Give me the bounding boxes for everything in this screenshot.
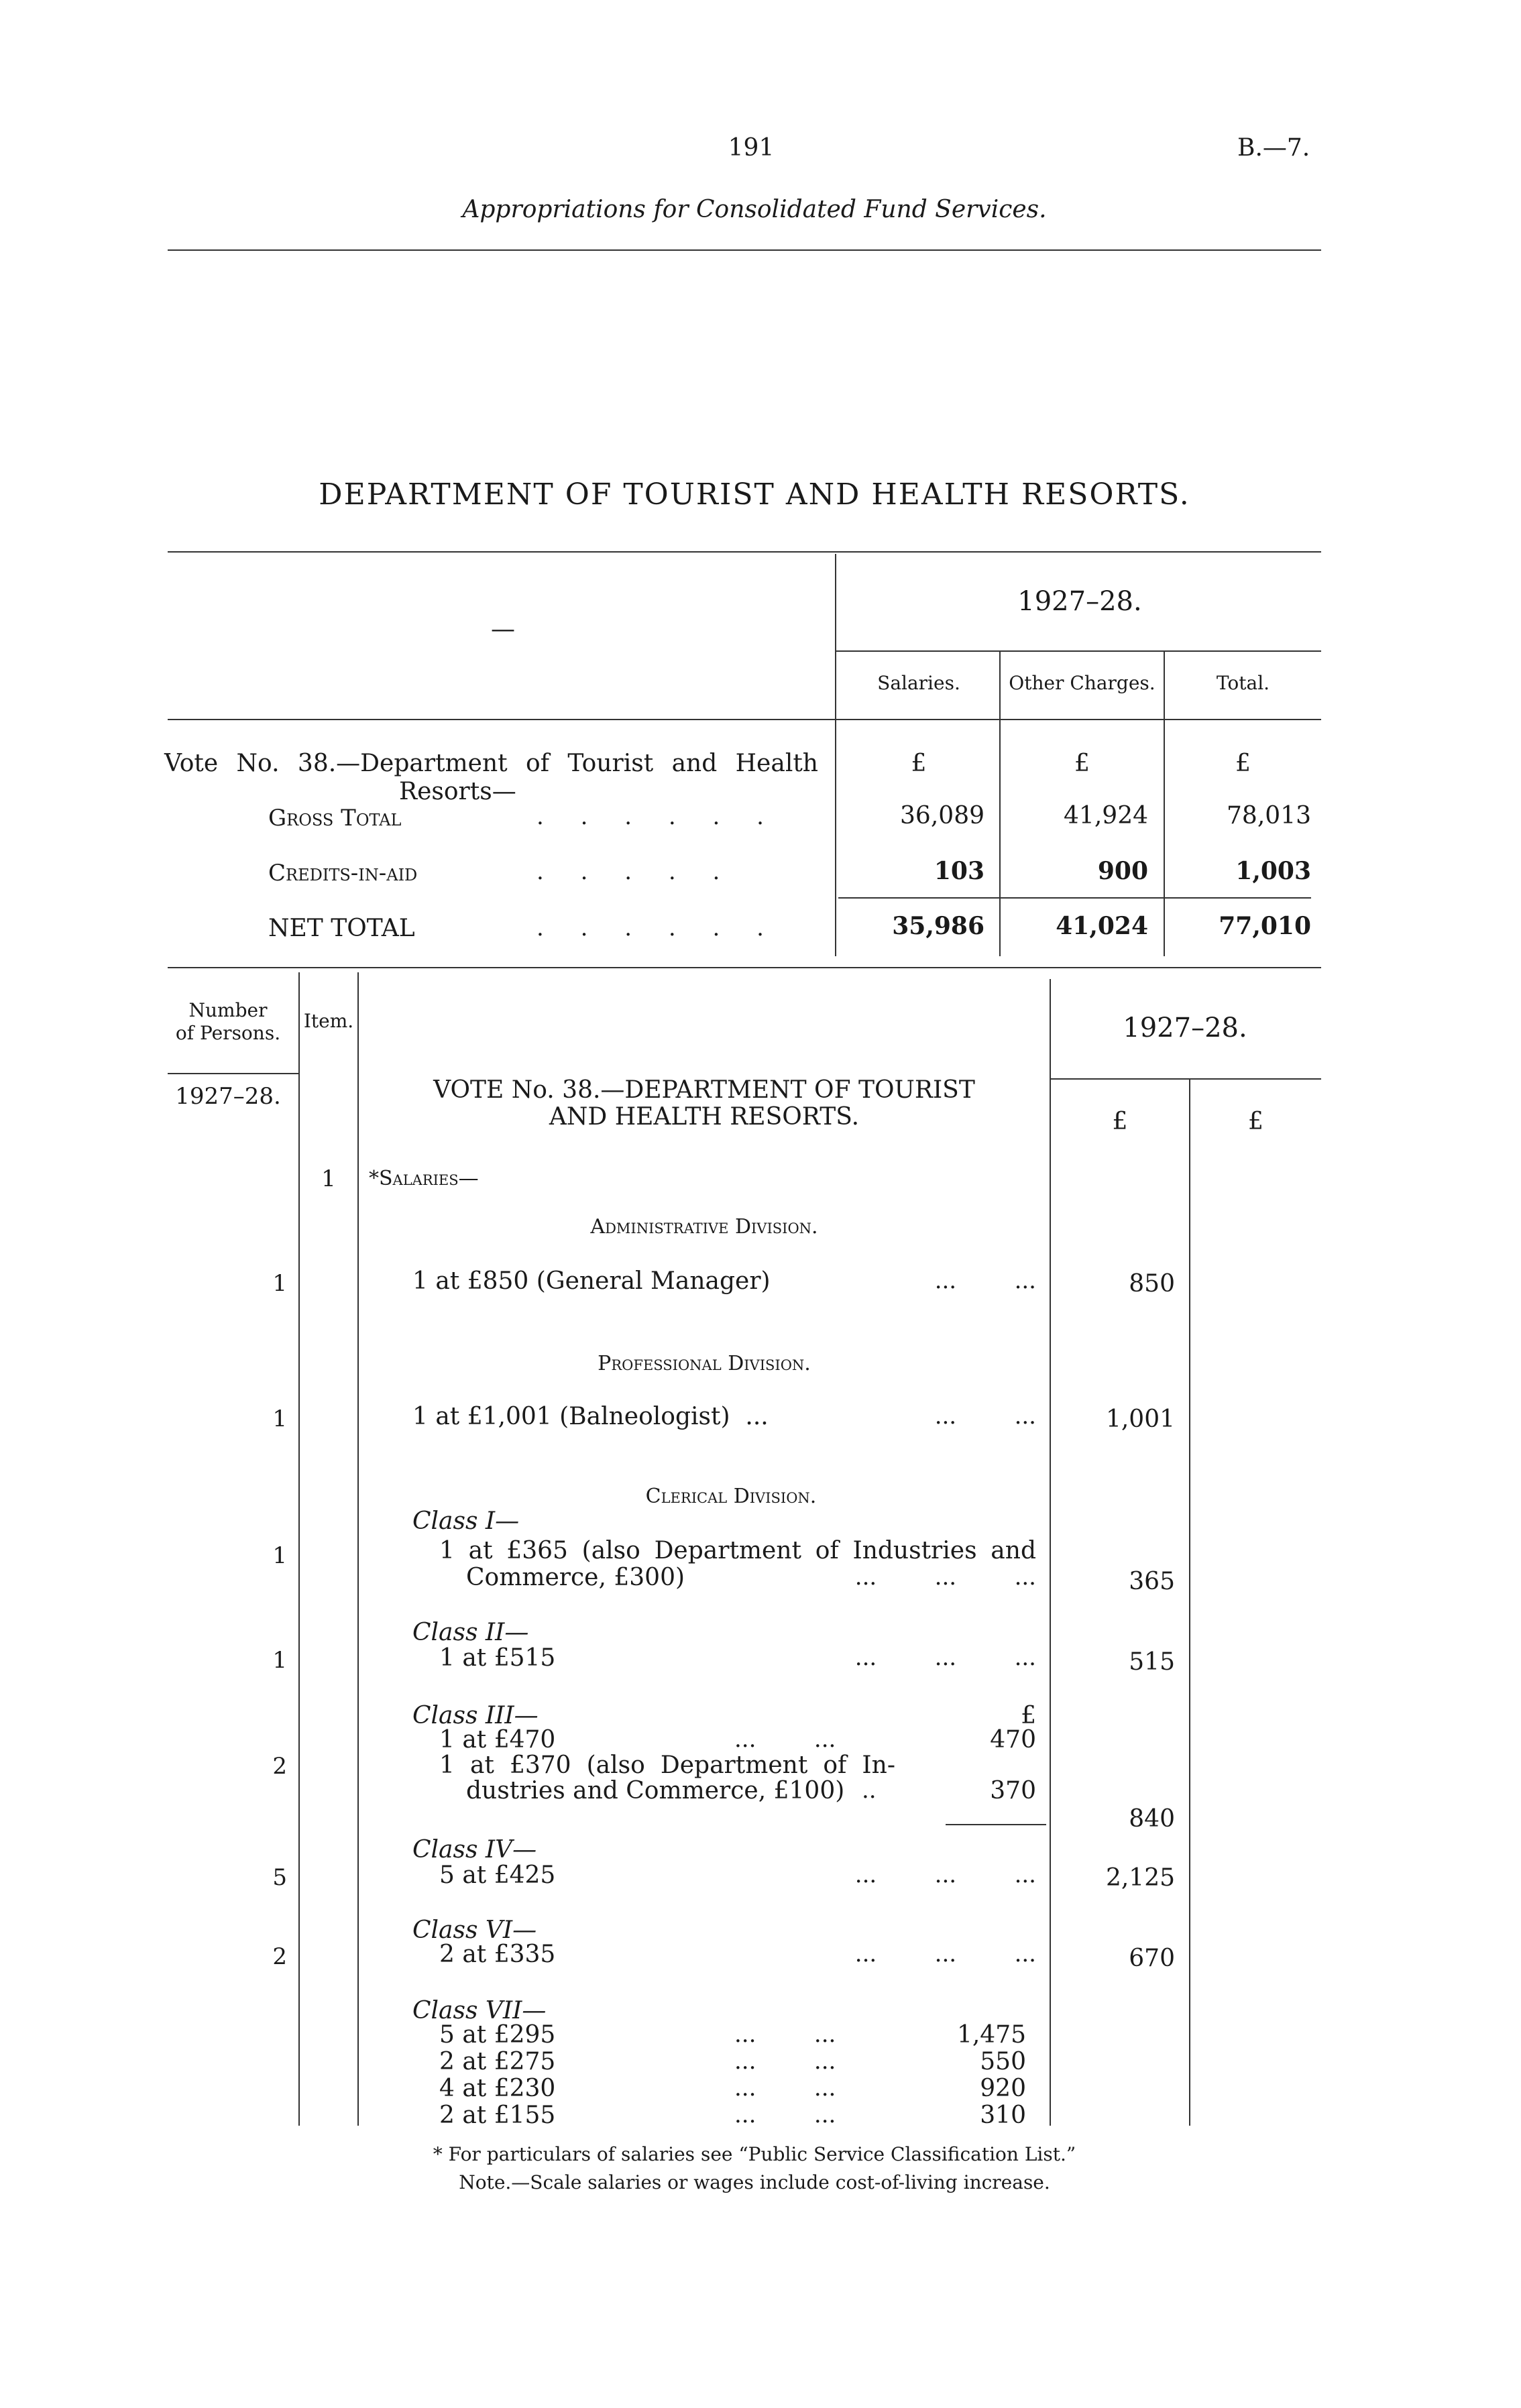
class6-amount: 670: [1129, 1945, 1175, 1972]
col-item-header: Item.: [303, 1010, 354, 1032]
class7-row-dots: ... ...: [734, 2021, 836, 2048]
credits-salaries: 103: [934, 857, 984, 885]
class7-row-dots: ... ...: [734, 2102, 836, 2128]
prof-division-heading: Professional Division.: [598, 1352, 811, 1375]
admin-persons: 1: [272, 1270, 287, 1297]
class4-dots: ... ... ...: [854, 1861, 1036, 1888]
class4-persons: 5: [272, 1864, 287, 1891]
class1-persons: 1: [272, 1542, 287, 1569]
admin-line: 1 at £850 (General Manager): [412, 1267, 771, 1295]
class3-line1-amount: 470: [990, 1726, 1036, 1754]
class3-line3-dots: ..: [862, 1777, 877, 1804]
vote-line-1: Vote No. 38.—Department of Tourist and Health: [164, 750, 818, 777]
class1-dots: ... ... ...: [854, 1564, 1036, 1591]
vote-line-2: Resorts—: [399, 778, 516, 805]
class7-row-line: 4 at £230: [439, 2075, 556, 2102]
net-other: 41,024: [1056, 912, 1148, 940]
page-title: DEPARTMENT OF TOURIST AND HEALTH RESORTS.: [319, 477, 1190, 512]
detail-rule-item: [357, 972, 359, 2126]
footnote-note: Note.—Scale salaries or wages include cost-of-living increase.: [459, 2171, 1050, 2193]
currency-total-col: £: [1248, 1108, 1263, 1135]
class2-dots: ... ... ...: [854, 1644, 1036, 1671]
currency-total: £: [1235, 750, 1251, 777]
net-total-label: NET TOTAL: [268, 915, 415, 942]
persons-header-rule: [168, 1073, 298, 1074]
clerical-division-heading: Clerical Division.: [645, 1485, 817, 1508]
currency-other: £: [1074, 750, 1090, 777]
class6-persons: 2: [272, 1943, 287, 1970]
credits-total: 1,003: [1235, 857, 1311, 885]
class6-label: Class VI—: [412, 1916, 537, 1944]
currency-salaries: £: [911, 750, 927, 777]
footnote-salaries: * For particulars of salaries see “Public Service Classification List.”: [433, 2143, 1076, 2165]
class7-row-amount: 310: [980, 2102, 1026, 2129]
class1-line2: Commerce, £300): [466, 1564, 685, 1591]
class3-subtotal-rule: [946, 1824, 1046, 1825]
class7-row-dots: ... ...: [734, 2048, 836, 2075]
net-total-dots: . . . . . .: [537, 915, 779, 941]
class2-persons: 1: [272, 1647, 287, 1674]
class7-row-amount: 1,475: [956, 2021, 1026, 2049]
class1-amount: 365: [1129, 1568, 1175, 1595]
summary-bottom-rule: [168, 967, 1321, 968]
gross-total-dots: . . . . . .: [537, 803, 779, 830]
vote-title-1: VOTE No. 38.—DEPARTMENT OF TOURIST: [433, 1076, 975, 1104]
class4-label: Class IV—: [412, 1836, 537, 1864]
detail-rule-persons: [298, 972, 300, 2126]
persons-year: 1927–28.: [175, 1083, 281, 1110]
vote-title-2: AND HEALTH RESORTS.: [549, 1103, 860, 1131]
class1-label: Class I—: [412, 1507, 520, 1535]
gross-total: 78,013: [1227, 802, 1311, 829]
class3-line1-dots: ... ...: [734, 1726, 836, 1753]
class3-line1: 1 at £470: [439, 1726, 556, 1754]
admin-amount: 850: [1129, 1270, 1175, 1298]
page-number: 191: [728, 134, 775, 162]
currency-amount: £: [1112, 1108, 1128, 1135]
col-persons-header-2: of Persons.: [175, 1022, 281, 1044]
class2-label: Class II—: [412, 1619, 529, 1646]
class3-label: Class III—: [412, 1702, 539, 1729]
class7-row-amount: 550: [980, 2048, 1026, 2075]
gross-other: 41,924: [1064, 802, 1148, 829]
class7-row-line: 2 at £155: [439, 2102, 556, 2129]
gross-total-label: Gross Total: [268, 805, 402, 832]
prof-amount: 1,001: [1105, 1406, 1175, 1433]
class4-amount: 2,125: [1105, 1864, 1175, 1892]
header-rule: [168, 249, 1321, 251]
admin-division-heading: Administrative Division.: [590, 1215, 818, 1239]
class1-line1: 1 at £365 (also Department of Industries and: [439, 1537, 1036, 1564]
prof-persons: 1: [272, 1406, 287, 1432]
net-total: 77,010: [1219, 912, 1311, 940]
class7-row-dots: ... ...: [734, 2075, 836, 2102]
class3-persons: 2: [272, 1753, 287, 1780]
credits-label: Credits-in-aid: [268, 860, 418, 886]
admin-dots: ... ...: [934, 1267, 1036, 1294]
class6-dots: ... ... ...: [854, 1941, 1036, 1967]
col-persons-header-1: Number: [188, 999, 268, 1021]
summary-year-rule: [835, 650, 1321, 652]
summary-divider: [835, 554, 836, 956]
class2-amount: 515: [1129, 1648, 1175, 1676]
col-salaries-header: Salaries.: [877, 672, 960, 694]
class3-currency: £: [1021, 1702, 1036, 1729]
class3-line3: dustries and Commerce, £100): [466, 1777, 845, 1804]
prof-line: 1 at £1,001 (Balneologist) ...: [412, 1403, 769, 1430]
credits-dots: . . . . .: [537, 858, 735, 885]
summary-top-rule: [168, 551, 1321, 553]
summary-year: 1927–28.: [1017, 586, 1142, 617]
class7-row-line: 5 at £295: [439, 2021, 556, 2049]
col-other-header: Other Charges.: [1009, 672, 1156, 694]
summary-header-rule: [168, 719, 1321, 720]
class7-row-amount: 920: [980, 2075, 1026, 2102]
class3-total: 840: [1129, 1805, 1175, 1833]
col-total-header: Total.: [1216, 672, 1270, 694]
class7-row-line: 2 at £275: [439, 2048, 556, 2075]
gross-salaries: 36,089: [900, 802, 984, 829]
item-number: 1: [321, 1165, 336, 1192]
summary-dash: —: [491, 616, 515, 643]
prof-dots: ... ...: [934, 1403, 1036, 1430]
net-salaries: 35,986: [892, 912, 984, 940]
class3-line2: 1 at £370 (also Department of In-: [439, 1752, 895, 1779]
class3-line3-amount: 370: [990, 1777, 1036, 1804]
class2-line: 1 at £515: [439, 1644, 556, 1672]
net-total-rule: [838, 897, 1311, 899]
salaries-heading: *Salaries—: [369, 1167, 479, 1190]
class4-line: 5 at £425: [439, 1861, 556, 1889]
detail-rule-total: [1189, 1080, 1190, 2126]
amount-header-rule: [1050, 1078, 1321, 1080]
credits-other: 900: [1097, 857, 1148, 885]
class7-label: Class VII—: [412, 1997, 547, 2024]
class6-line: 2 at £335: [439, 1941, 556, 1968]
detail-year: 1927–28.: [1123, 1013, 1247, 1043]
page-reference: B.—7.: [1237, 134, 1310, 162]
running-title: Appropriations for Consolidated Fund Services.: [462, 196, 1047, 223]
